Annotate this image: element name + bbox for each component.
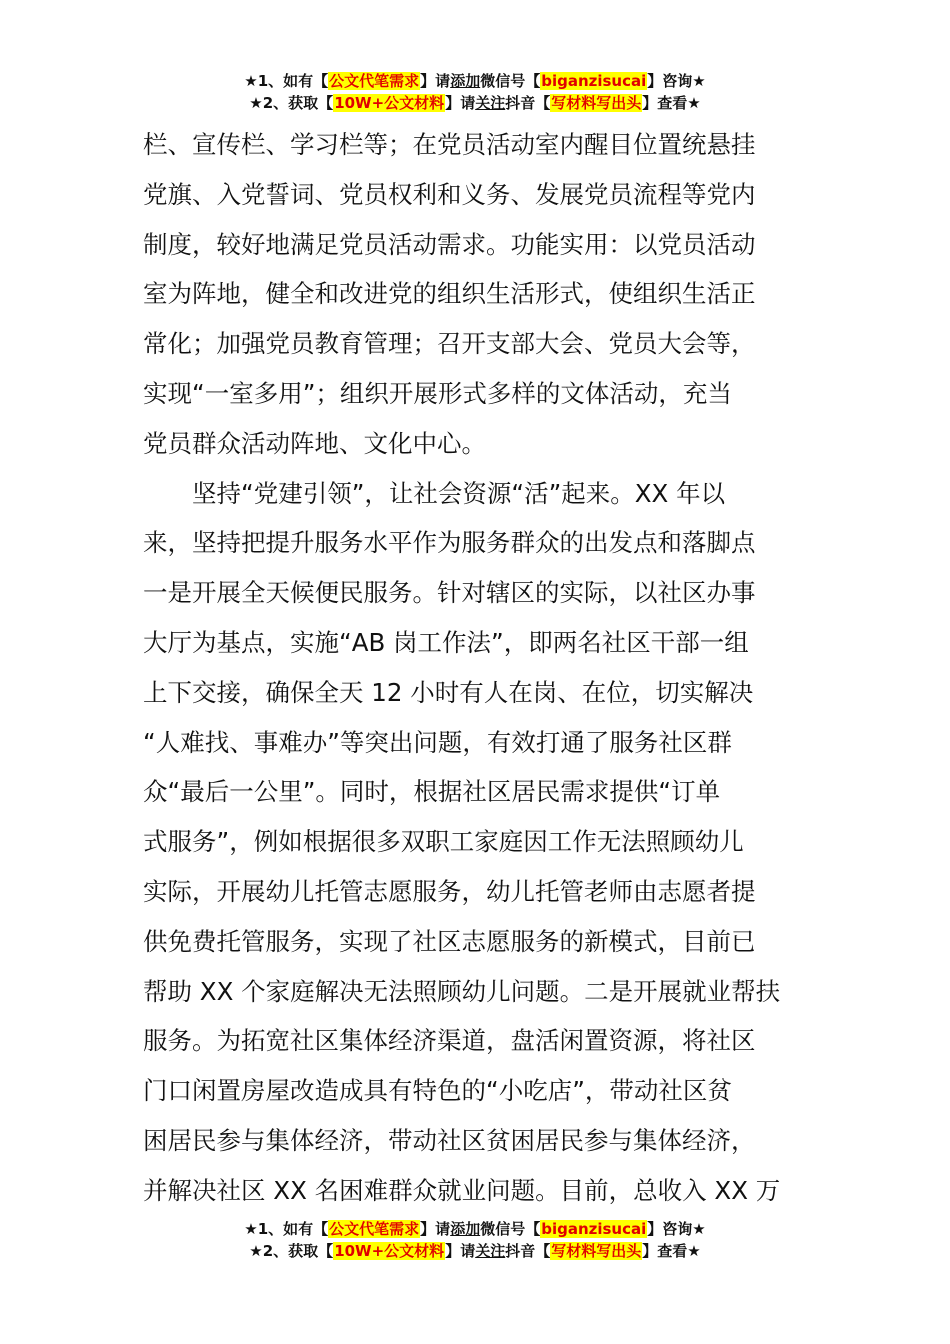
body-line: “人难找、事难办”等突出问题，有效打通了服务社区群: [143, 727, 732, 757]
body-line: 实际，开展幼儿托管志愿服务，幼儿托管老师由志愿者提: [143, 876, 756, 906]
footer-l1-mid1: 】请: [420, 1220, 451, 1238]
footer-l2-prefix: ★2、获取【: [249, 1242, 334, 1260]
footer-l1-suffix: 】咨询★: [647, 1220, 706, 1238]
header-l1-mid2: 微信号【: [480, 72, 541, 90]
body-line: 门口闲置房屋改造成具有特色的“小吃店”，带动社区贫: [143, 1076, 732, 1106]
footer-l2-highlight-materials: 10W+公文材料: [334, 1242, 445, 1260]
body-line: 来，坚持把提升服务水平作为服务群众的出发点和落脚点: [143, 528, 756, 558]
footer-banner-line-1: [0, 1218, 950, 1240]
body-line: 党员群众活动阵地、文化中心。: [143, 428, 486, 458]
header-l2-highlight-materials: 10W+公文材料: [334, 94, 445, 112]
footer-l2-mid1: 】请: [445, 1242, 476, 1260]
body-line: 上下交接，确保全天 12 小时有人在岗、在位，切实解决: [143, 677, 754, 707]
footer-l1-mid2: 微信号【: [480, 1220, 541, 1238]
footer-l2-mid2: 抖音【: [505, 1242, 551, 1260]
header-l1-prefix: ★1、如有【: [244, 72, 329, 90]
body-line: 众“最后一公里”。同时，根据社区居民需求提供“订单: [143, 777, 721, 807]
body-line: 供免费托管服务，实现了社区志愿服务的新模式，目前已: [143, 926, 756, 956]
body-line: 帮助 XX 个家庭解决无法照顾幼儿问题。二是开展就业帮扶: [143, 976, 781, 1006]
footer-l1-highlight-wechat: biganzisucai: [541, 1220, 647, 1238]
footer-l2-suffix: 】查看★: [642, 1242, 701, 1260]
header-l2-mid2: 抖音【: [505, 94, 551, 112]
header-l2-emphasis: 关注: [475, 94, 506, 112]
document-body: [143, 120, 808, 1216]
header-l2-mid1: 】请: [445, 94, 476, 112]
footer-l1-highlight-service: 公文代笔需求: [329, 1220, 420, 1238]
header-l1-emphasis: 添加: [450, 72, 481, 90]
body-line: 实现“一室多用”；组织开展形式多样的文体活动，充当: [143, 378, 732, 408]
header-l1-highlight-service: 公文代笔需求: [329, 72, 420, 90]
header-l2-highlight-douyin: 写材料写出头: [551, 94, 642, 112]
body-line: 室为阵地，健全和改进党的组织生活形式，使组织生活正: [143, 279, 756, 309]
footer-l2-emphasis: 关注: [475, 1242, 506, 1260]
footer-banner: [0, 1218, 950, 1262]
body-line: 困居民参与集体经济，带动社区贫困居民参与集体经济，: [143, 1125, 756, 1155]
footer-l1-prefix: ★1、如有【: [244, 1220, 329, 1238]
header-l1-mid1: 】请: [420, 72, 451, 90]
header-banner: [0, 70, 950, 114]
header-l1-suffix: 】咨询★: [647, 72, 706, 90]
body-line: 服务。为拓宽社区集体经济渠道，盘活闲置资源，将社区: [143, 1026, 756, 1056]
body-line: 式服务”，例如根据很多双职工家庭因工作无法照顾幼儿: [143, 827, 744, 857]
body-line: 大厅为基点，实施“AB 岗工作法”，即两名社区干部一组: [143, 627, 749, 657]
body-line: 制度，较好地满足党员活动需求。功能实用：以党员活动: [143, 229, 756, 259]
header-banner-line-1: [0, 70, 950, 92]
header-l2-prefix: ★2、获取【: [249, 94, 334, 112]
footer-banner-line-2: [0, 1240, 950, 1262]
header-l2-suffix: 】查看★: [642, 94, 701, 112]
body-line: 常化；加强党员教育管理；召开支部大会、党员大会等，: [143, 329, 756, 359]
header-l1-highlight-wechat: biganzisucai: [541, 72, 647, 90]
header-banner-line-2: [0, 92, 950, 114]
body-line: 党旗、入党誓词、党员权利和义务、发展党员流程等党内: [143, 179, 756, 209]
footer-l1-emphasis: 添加: [450, 1220, 481, 1238]
paragraph-start-line: 坚持“党建引领”，让社会资源“活”起来。XX 年以: [192, 478, 726, 508]
footer-l2-highlight-douyin: 写材料写出头: [551, 1242, 642, 1260]
body-line: 一是开展全天候便民服务。针对辖区的实际，以社区办事: [143, 578, 756, 608]
body-line: 并解决社区 XX 名困难群众就业问题。目前，总收入 XX 万: [143, 1175, 781, 1205]
body-line: 栏、宣传栏、学习栏等；在党员活动室内醒目位置统悬挂: [143, 130, 756, 159]
